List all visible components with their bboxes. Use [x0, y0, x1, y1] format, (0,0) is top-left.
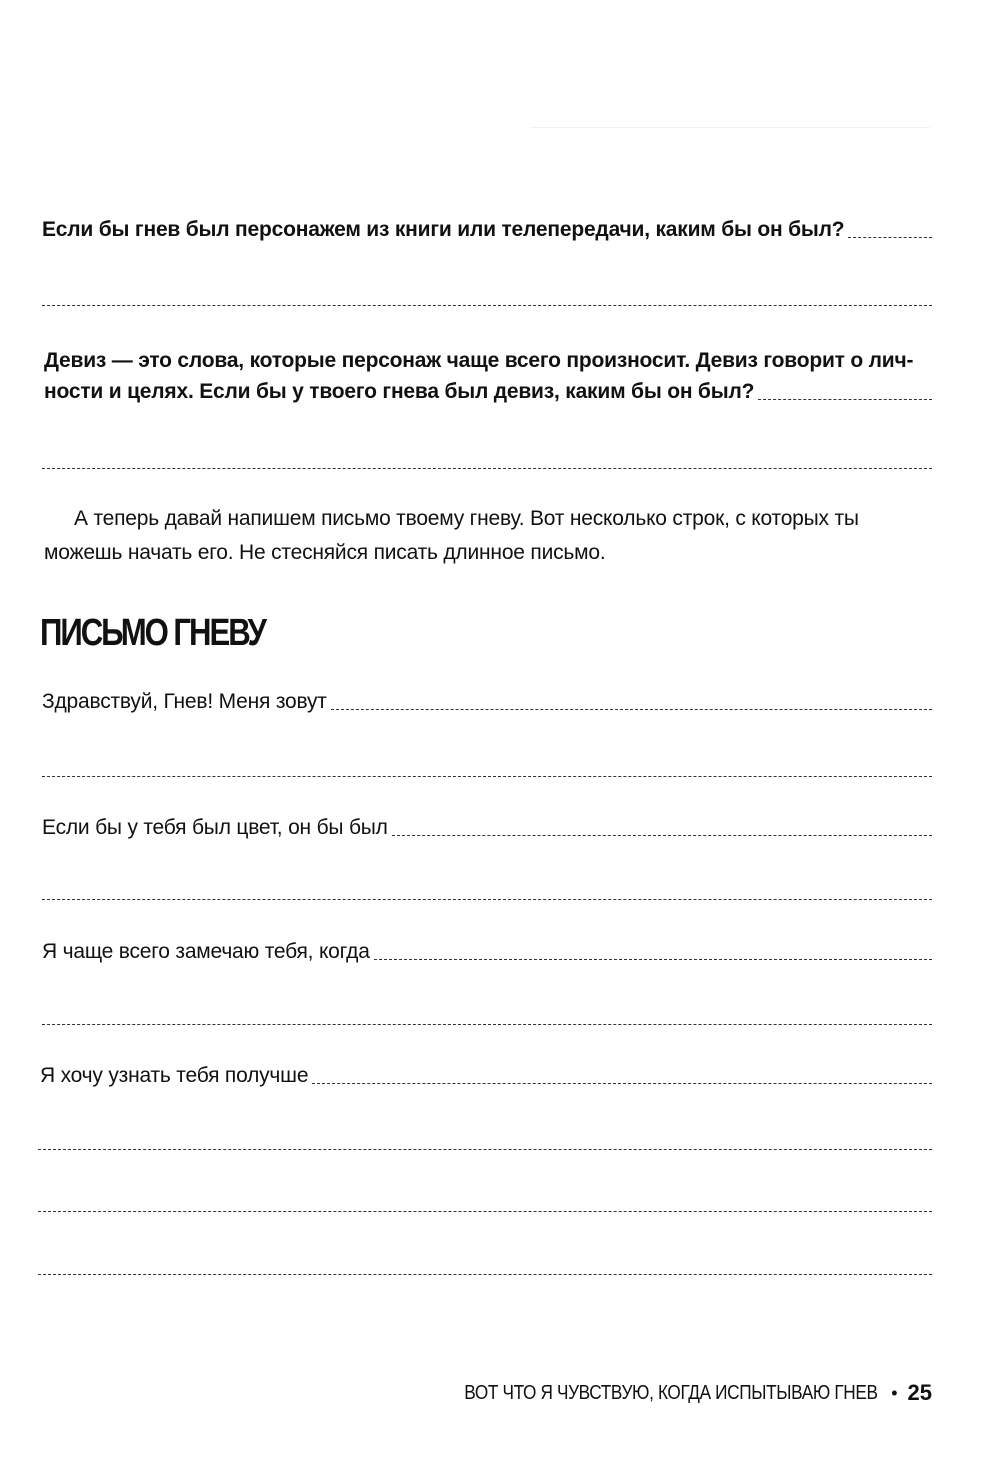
- letter-prompt-know: Я хочу узнать тебя получше: [40, 1064, 309, 1087]
- bullet-separator: •: [891, 1382, 898, 1403]
- answer-blank[interactable]: [374, 959, 932, 960]
- page-number: 25: [907, 1380, 932, 1405]
- letter-prompt-row: [40, 1064, 932, 1088]
- letter-prompt-notice: Я чаще всего замечаю тебя, когда: [42, 940, 370, 963]
- answer-line[interactable]: [38, 1274, 932, 1275]
- answer-blank[interactable]: [758, 399, 932, 400]
- page-footer: [397, 1380, 932, 1406]
- answer-blank[interactable]: [392, 835, 932, 836]
- answer-line[interactable]: [42, 468, 932, 469]
- answer-blank[interactable]: [331, 709, 932, 710]
- letter-prompt-name: Здравствуй, Гнев! Меня зовут: [42, 690, 327, 713]
- faint-rule: [530, 127, 930, 128]
- running-title: ВОТ ЧТО Я ЧУВСТВУЮ, КОГДА ИСПЫТЫВАЮ ГНЕВ: [463, 1381, 878, 1404]
- answer-line[interactable]: [42, 776, 932, 777]
- intro-line1: А теперь давай напишем письмо твоему гневу. Вот несколько строк, с которых ты: [74, 507, 859, 530]
- intro-line2: можешь начать его. Не стесняйся писать длинное письмо.: [44, 541, 606, 564]
- letter-prompt-row: [42, 690, 932, 714]
- letter-prompt-color: Если бы у тебя был цвет, он бы был: [42, 816, 388, 839]
- answer-line[interactable]: [38, 1211, 932, 1212]
- question-motto-line1: Девиз — это слова, которые персонаж чаще всего произносит. Девиз говорит о лич-: [44, 349, 914, 372]
- question-character-text: Если бы гнев был персонажем из книги или телепередачи, каким бы он был?: [42, 218, 845, 241]
- question-character-row: [42, 218, 932, 242]
- answer-line[interactable]: [42, 899, 932, 900]
- answer-blank[interactable]: [312, 1083, 932, 1084]
- letter-prompt-row: [42, 940, 932, 964]
- answer-line[interactable]: [42, 305, 932, 306]
- letter-heading: ПИСЬМО ГНЕВУ: [40, 612, 265, 654]
- answer-line[interactable]: [42, 1024, 932, 1025]
- answer-line[interactable]: [38, 1149, 932, 1150]
- question-motto-row: [44, 380, 932, 404]
- letter-prompt-row: [42, 816, 932, 840]
- question-motto-line2: ности и целях. Если бы у твоего гнева был девиз, каким бы он был?: [44, 380, 755, 403]
- answer-blank[interactable]: [848, 237, 932, 238]
